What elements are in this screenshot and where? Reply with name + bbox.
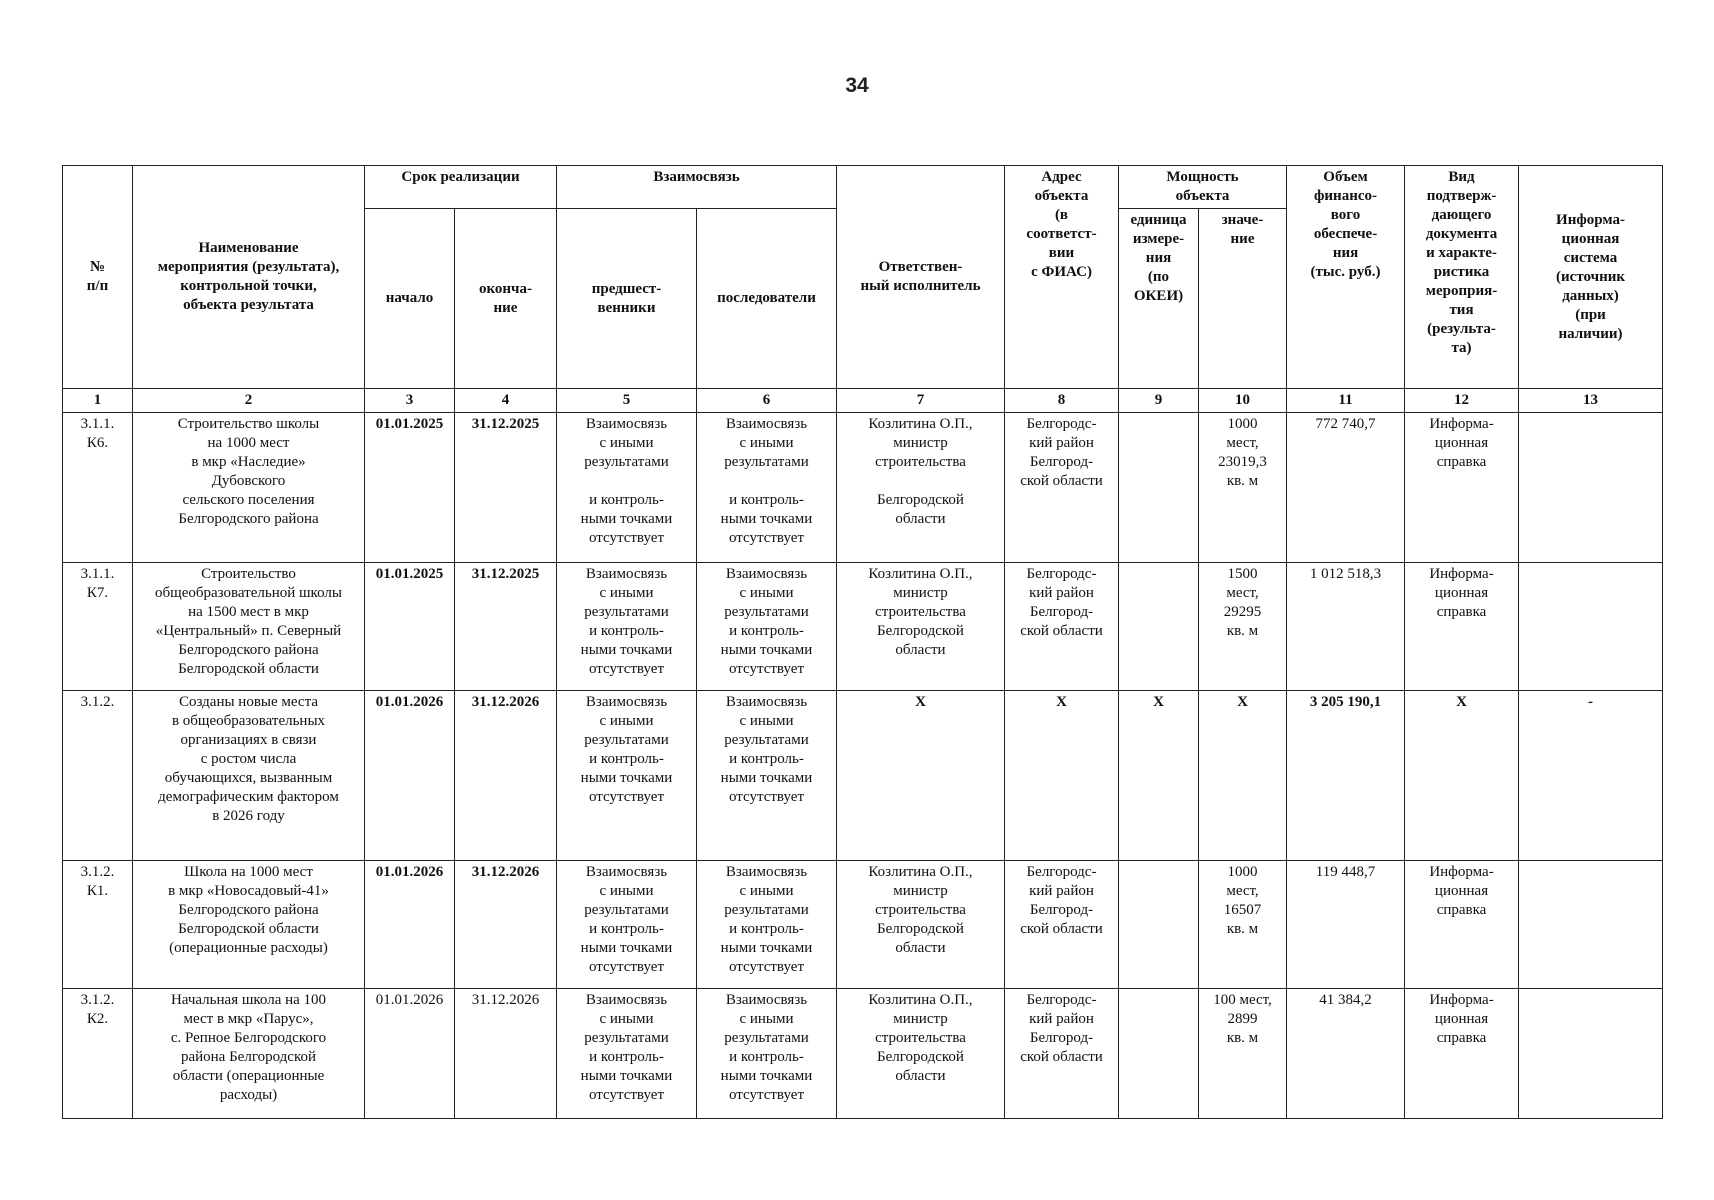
row-value: 1500 мест, 29295 кв. м <box>1199 563 1287 691</box>
row-number: 3.1.1. К6. <box>63 413 133 563</box>
col-number: 11 <box>1287 389 1405 413</box>
row-document: X <box>1405 691 1519 861</box>
row-predecessors: Взаимосвязь с иными результатами и контроль- ными точками отсутствует <box>557 691 697 861</box>
row-responsible: Козлитина О.П., министр строительства Белгородской области <box>837 861 1005 989</box>
row-number: 3.1.2. <box>63 691 133 861</box>
row-successors: Взаимосвязь с иными результатами и контроль- ными точками отсутствует <box>697 563 837 691</box>
row-value: 1000 мест, 16507 кв. м <box>1199 861 1287 989</box>
row-info-system <box>1519 989 1663 1119</box>
row-number: 3.1.2. К1. <box>63 861 133 989</box>
table-row <box>63 989 1663 1119</box>
header-row-1 <box>63 166 1663 209</box>
row-successors: Взаимосвязь с иными результатами и контроль- ными точками отсутствует <box>697 691 837 861</box>
row-document: Информа- ционная справка <box>1405 989 1519 1119</box>
col-number: 2 <box>133 389 365 413</box>
row-document: Информа- ционная справка <box>1405 563 1519 691</box>
row-responsible: Козлитина О.П., министр строительства Белгородской области <box>837 563 1005 691</box>
row-number: 3.1.1. К7. <box>63 563 133 691</box>
row-info-system <box>1519 563 1663 691</box>
row-name: Созданы новые места в общеобразовательных организациях в связи с ростом числа обучающихся, вызванным демографическим фактором в 2026 году <box>133 691 365 861</box>
results-table <box>62 165 1663 1119</box>
row-name: Начальная школа на 100 мест в мкр «Парус», с. Репное Белгородского района Белгородской области (операционные расходы) <box>133 989 365 1119</box>
row-address: Белгородс- кий район Белгород- ской области <box>1005 563 1119 691</box>
header-unit: единица измере- ния (по ОКЕИ) <box>1119 209 1199 389</box>
col-number: 7 <box>837 389 1005 413</box>
header-predecessors: предшест- венники <box>557 209 697 389</box>
row-start-date: 01.01.2025 <box>365 413 455 563</box>
page-number: 34 <box>845 74 869 97</box>
column-number-row <box>63 389 1663 413</box>
row-start-date: 01.01.2026 <box>365 861 455 989</box>
header-start: начало <box>365 209 455 389</box>
col-number: 6 <box>697 389 837 413</box>
row-address: Белгородс- кий район Белгород- ской области <box>1005 861 1119 989</box>
row-end-date: 31.12.2025 <box>455 563 557 691</box>
row-start-date: 01.01.2026 <box>365 989 455 1119</box>
col-number: 3 <box>365 389 455 413</box>
row-number: 3.1.2. К2. <box>63 989 133 1119</box>
row-info-system <box>1519 861 1663 989</box>
row-predecessors: Взаимосвязь с иными результатами и контроль- ными точками отсутствует <box>557 989 697 1119</box>
row-info-system: - <box>1519 691 1663 861</box>
row-name: Строительство общеобразовательной школы на 1500 мест в мкр «Центральный» п. Северный Белгородского района Белгородской области <box>133 563 365 691</box>
row-name: Школа на 1000 мест в мкр «Новосадовый-41» Белгородского района Белгородской области (операционные расходы) <box>133 861 365 989</box>
row-unit <box>1119 989 1199 1119</box>
row-end-date: 31.12.2026 <box>455 989 557 1119</box>
table-row <box>63 691 1663 861</box>
header-end: оконча- ние <box>455 209 557 389</box>
row-end-date: 31.12.2026 <box>455 691 557 861</box>
row-document: Информа- ционная справка <box>1405 413 1519 563</box>
row-responsible: Козлитина О.П., министр строительства Белгородской области <box>837 989 1005 1119</box>
header-power-group: Мощность объекта <box>1119 166 1287 209</box>
row-end-date: 31.12.2025 <box>455 413 557 563</box>
header-document: Вид подтверж- дающего документа и характе- ристика мероприя- тия (результа- та) <box>1405 166 1519 389</box>
header-num: № п/п <box>63 166 133 389</box>
row-address: Белгородс- кий район Белгород- ской области <box>1005 989 1119 1119</box>
col-number: 4 <box>455 389 557 413</box>
row-info-system <box>1519 413 1663 563</box>
row-predecessors: Взаимосвязь с иными результатами и контроль- ными точками отсутствует <box>557 563 697 691</box>
header-finance: Объем финансо- вого обеспече- ния (тыс. руб.) <box>1287 166 1405 389</box>
row-document: Информа- ционная справка <box>1405 861 1519 989</box>
row-unit <box>1119 413 1199 563</box>
row-name: Строительство школы на 1000 мест в мкр «Наследие» Дубовского сельского поселения Белгородского района <box>133 413 365 563</box>
row-start-date: 01.01.2026 <box>365 691 455 861</box>
col-number: 5 <box>557 389 697 413</box>
row-finance: 3 205 190,1 <box>1287 691 1405 861</box>
row-address: Белгородс- кий район Белгород- ской области <box>1005 413 1119 563</box>
row-responsible: X <box>837 691 1005 861</box>
table-row <box>63 861 1663 989</box>
header-value: значе- ние <box>1199 209 1287 389</box>
col-number: 9 <box>1119 389 1199 413</box>
table-row <box>63 563 1663 691</box>
row-unit <box>1119 563 1199 691</box>
row-finance: 119 448,7 <box>1287 861 1405 989</box>
row-value: X <box>1199 691 1287 861</box>
row-finance: 1 012 518,3 <box>1287 563 1405 691</box>
header-address: Адрес объекта (в соответст- вии с ФИАС) <box>1005 166 1119 389</box>
header-info-system: Информа- ционная система (источник данных) (при наличии) <box>1519 166 1663 389</box>
header-successors: последователи <box>697 209 837 389</box>
row-finance: 772 740,7 <box>1287 413 1405 563</box>
row-start-date: 01.01.2025 <box>365 563 455 691</box>
row-value: 1000 мест, 23019,3 кв. м <box>1199 413 1287 563</box>
row-finance: 41 384,2 <box>1287 989 1405 1119</box>
col-number: 8 <box>1005 389 1119 413</box>
row-predecessors: Взаимосвязь с иными результатами и контроль- ными точками отсутствует <box>557 413 697 563</box>
row-successors: Взаимосвязь с иными результатами и контроль- ными точками отсутствует <box>697 861 837 989</box>
row-value: 100 мест, 2899 кв. м <box>1199 989 1287 1119</box>
row-unit: X <box>1119 691 1199 861</box>
header-link-group: Взаимосвязь <box>557 166 837 209</box>
row-end-date: 31.12.2026 <box>455 861 557 989</box>
row-predecessors: Взаимосвязь с иными результатами и контроль- ными точками отсутствует <box>557 861 697 989</box>
row-successors: Взаимосвязь с иными результатами и контроль- ными точками отсутствует <box>697 989 837 1119</box>
header-name: Наименование мероприятия (результата), контрольной точки, объекта результата <box>133 166 365 389</box>
col-number: 12 <box>1405 389 1519 413</box>
header-term-group: Срок реализации <box>365 166 557 209</box>
col-number: 1 <box>63 389 133 413</box>
col-number: 13 <box>1519 389 1663 413</box>
header-responsible: Ответствен- ный исполнитель <box>837 166 1005 389</box>
row-address: X <box>1005 691 1119 861</box>
col-number: 10 <box>1199 389 1287 413</box>
row-successors: Взаимосвязь с иными результатами и контроль- ными точками отсутствует <box>697 413 837 563</box>
table-row <box>63 413 1663 563</box>
row-responsible: Козлитина О.П., министр строительства Белгородской области <box>837 413 1005 563</box>
row-unit <box>1119 861 1199 989</box>
